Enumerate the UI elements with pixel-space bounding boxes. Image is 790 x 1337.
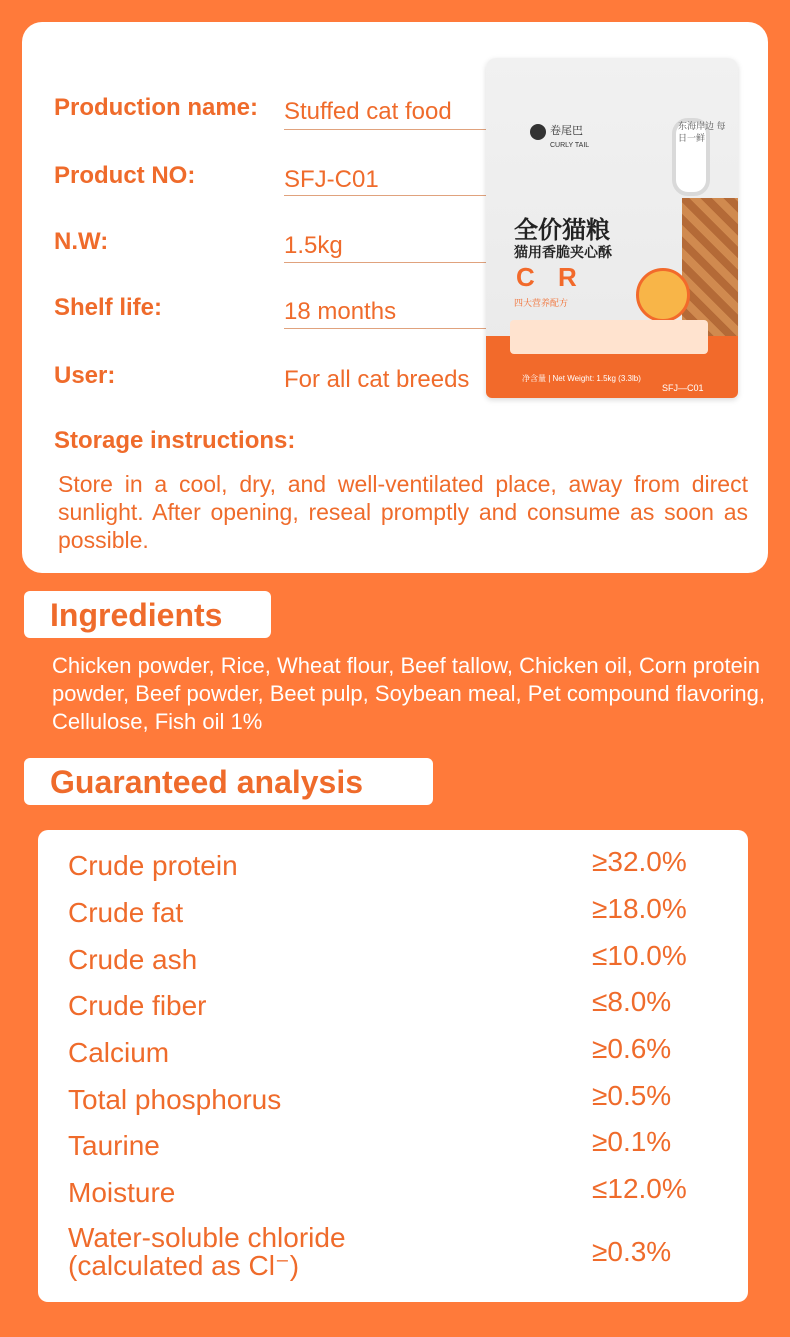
- analysis-name: Water-soluble chloride (calculated as Cl⁻): [68, 1222, 346, 1281]
- analysis-name: Calcium: [68, 1037, 170, 1068]
- product-bag-image: [486, 58, 738, 398]
- bag-curly-letters: C R: [516, 262, 585, 292]
- spec-value: For all cat breeds: [284, 366, 470, 393]
- analysis-value: ≤12.0%: [592, 1173, 687, 1204]
- divider: [284, 328, 504, 329]
- brand-logo-icon: [530, 124, 546, 140]
- kibble-image: [682, 198, 738, 338]
- analysis-card: [38, 830, 748, 1302]
- bag-corner-text: 东海岸边 每日一鲜: [678, 121, 726, 143]
- analysis-value: ≥0.6%: [592, 1033, 672, 1064]
- analysis-name: Crude ash: [68, 944, 198, 975]
- nutrition-icons-strip: [510, 320, 708, 354]
- analysis-name: Crude protein: [68, 850, 238, 881]
- spec-value: Stuffed cat food: [284, 98, 452, 125]
- analysis-name: Taurine: [68, 1130, 160, 1161]
- analysis-name: Moisture: [68, 1177, 176, 1208]
- analysis-name: Crude fat: [68, 897, 184, 928]
- bag-tagline-cn: 四大营养配方: [514, 298, 569, 308]
- product-info-card: [22, 22, 768, 573]
- bag-subtitle-cn: 猫用香脆夹心酥: [514, 244, 612, 260]
- bag-net-weight: 净含量 | Net Weight: 1.5kg (3.3lb): [522, 374, 641, 383]
- ingredients-tab: [24, 591, 271, 638]
- bag-brand-en: CURLY TAIL: [550, 142, 590, 149]
- storage-text: Store in a cool, dry, and well-ventilated place, away from direct sunlight. After opening, reseal promptly and consume as soon as possible.: [58, 471, 748, 553]
- divider: [284, 195, 504, 196]
- analysis-value: ≥0.3%: [592, 1236, 672, 1267]
- analysis-value: ≥0.1%: [592, 1126, 672, 1157]
- spec-value: 1.5kg: [284, 232, 343, 259]
- analysis-value: ≥32.0%: [592, 846, 687, 877]
- spec-label: User:: [54, 362, 116, 389]
- bag-brand-cn: 卷尾巴: [550, 125, 583, 137]
- divider: [284, 262, 504, 263]
- analysis-name: Total phosphorus: [68, 1084, 282, 1115]
- spec-label: Production name:: [54, 94, 259, 121]
- bag-brand: [550, 122, 589, 150]
- spec-label: Shelf life:: [54, 294, 163, 321]
- medal-badge-icon: [636, 268, 690, 322]
- ingredients-text: Chicken powder, Rice, Wheat flour, Beef tallow, Chicken oil, Corn protein powder, Beef powder, Beet pulp, Soybean meal, Pet compound flavoring, Cellulose, Fish oil 1%: [52, 653, 766, 734]
- bag-code: SFJ—C01: [662, 383, 704, 393]
- analysis-value: ≥18.0%: [592, 893, 687, 924]
- ingredients-title: Ingredients: [50, 597, 223, 633]
- analysis-value: ≤8.0%: [592, 986, 672, 1017]
- analysis-tab: [24, 758, 433, 805]
- bag-title-cn: 全价猫粮: [514, 217, 610, 244]
- spec-value: 18 months: [284, 298, 397, 325]
- spec-label: Product NO:: [54, 162, 196, 189]
- analysis-value: ≥0.5%: [592, 1080, 672, 1111]
- storage-title: Storage instructions:: [54, 427, 296, 454]
- divider: [284, 129, 504, 130]
- spec-value: SFJ-C01: [284, 166, 379, 193]
- analysis-name: Crude fiber: [68, 990, 207, 1021]
- analysis-title: Guaranteed analysis: [50, 764, 364, 800]
- spec-label: N.W:: [54, 228, 109, 255]
- analysis-value: ≤10.0%: [592, 940, 687, 971]
